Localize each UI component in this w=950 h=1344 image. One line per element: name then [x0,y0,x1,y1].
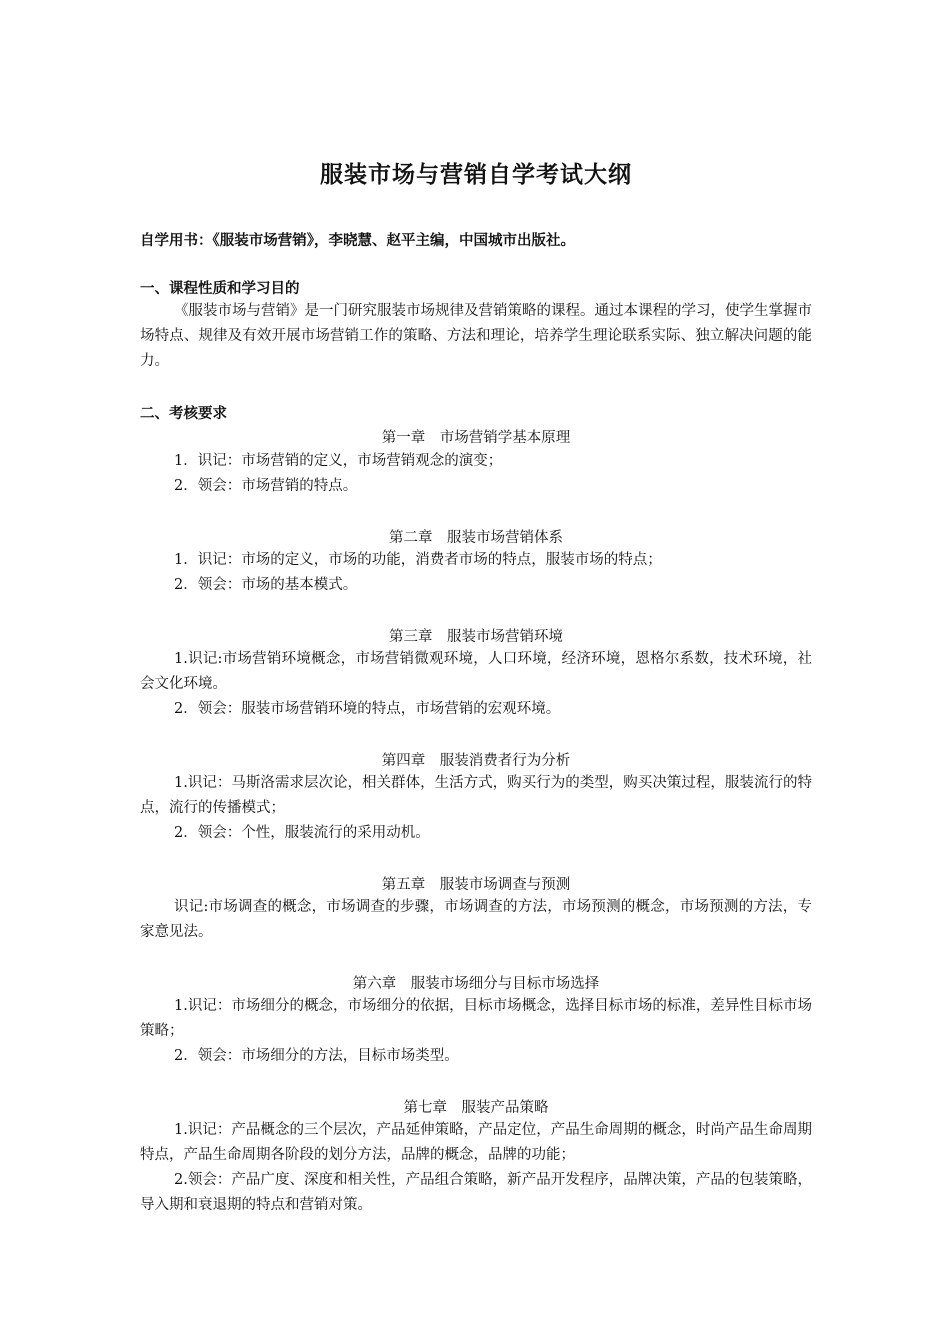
chapter-item: 识记:市场调查的概念，市场调查的步骤，市场调查的方法，市场预测的概念，市场预测的方法，专家意见法。 [140,899,812,940]
chapter-title: 第三章 服装市场营销环境 [389,629,563,645]
chapter-item: 1．识记：市场营销的定义，市场营销观念的演变； [174,453,503,469]
chapter-item: 2．领会：市场细分的方法，目标市场类型。 [174,1048,459,1064]
section-heading-2: 二、考核要求 [140,406,227,422]
chapter-item: 2.领会：产品广度、深度和相关性，产品组合策略，新产品开发程序，品牌决策，产品的包装策略，导入期和衰退期的特点和营销对策。 [140,1172,812,1213]
chapter-item: 2．领会：市场的基本模式。 [174,577,358,593]
chapter-title: 第二章 服装市场营销体系 [389,530,563,546]
chapter-item: 2．领会：市场营销的特点。 [174,478,358,494]
chapter-title: 第七章 服装产品策略 [403,1100,549,1116]
chapter-item: 2．领会：个性，服装流行的采用动机。 [174,825,430,841]
chapter-title: 第四章 服装消费者行为分析 [381,753,571,769]
textbook-line: 自学用书：《服装市场营销》，李晓慧、赵平主编，中国城市出版社。 [140,233,575,249]
chapter-item: 1.识记：马斯洛需求层次论，相关群体，生活方式，购买行为的类型，购买决策过程，服装流行的特点，流行的传播模式； [140,775,812,816]
chapter-item: 1.识记:市场营销环境概念，市场营销微观环境，人口环境，经济环境，恩格尔系数，技术环境，社会文化环境。 [140,651,812,692]
chapter-title: 第一章 市场营销学基本原理 [381,430,571,446]
chapter-item: 1.识记：产品概念的三个层次，产品延伸策略，产品定位，产品生命周期的概念，时尚产品生命周期特点，产品生命周期各阶段的划分方法，品牌的概念，品牌的功能； [140,1122,812,1163]
chapter-item: 1．识记：市场的定义，市场的功能，消费者市场的特点，服装市场的特点； [174,552,662,568]
section-body-1: 《服装市场与营销》是一门研究服装市场规律及营销策略的课程。通过本课程的学习，使学生掌握市场特点、规律及有效开展市场营销工作的策略、方法和理论，培养学生理论联系实际、独立解决问题的能力。 [140,303,812,369]
chapter-item: 1.识记：市场细分的概念，市场细分的依据，目标市场概念，选择目标市场的标准，差异性目标市场策略； [140,998,812,1039]
chapter-item: 2．领会：服装市场营销环境的特点，市场营销的宏观环境。 [174,701,561,717]
chapter-title: 第五章 服装市场调查与预测 [381,877,571,893]
chapter-title: 第六章 服装市场细分与目标市场选择 [352,976,600,992]
section-heading-1: 一、课程性质和学习目的 [140,281,300,297]
page-title: 服装市场与营销自学考试大纲 [320,162,632,188]
